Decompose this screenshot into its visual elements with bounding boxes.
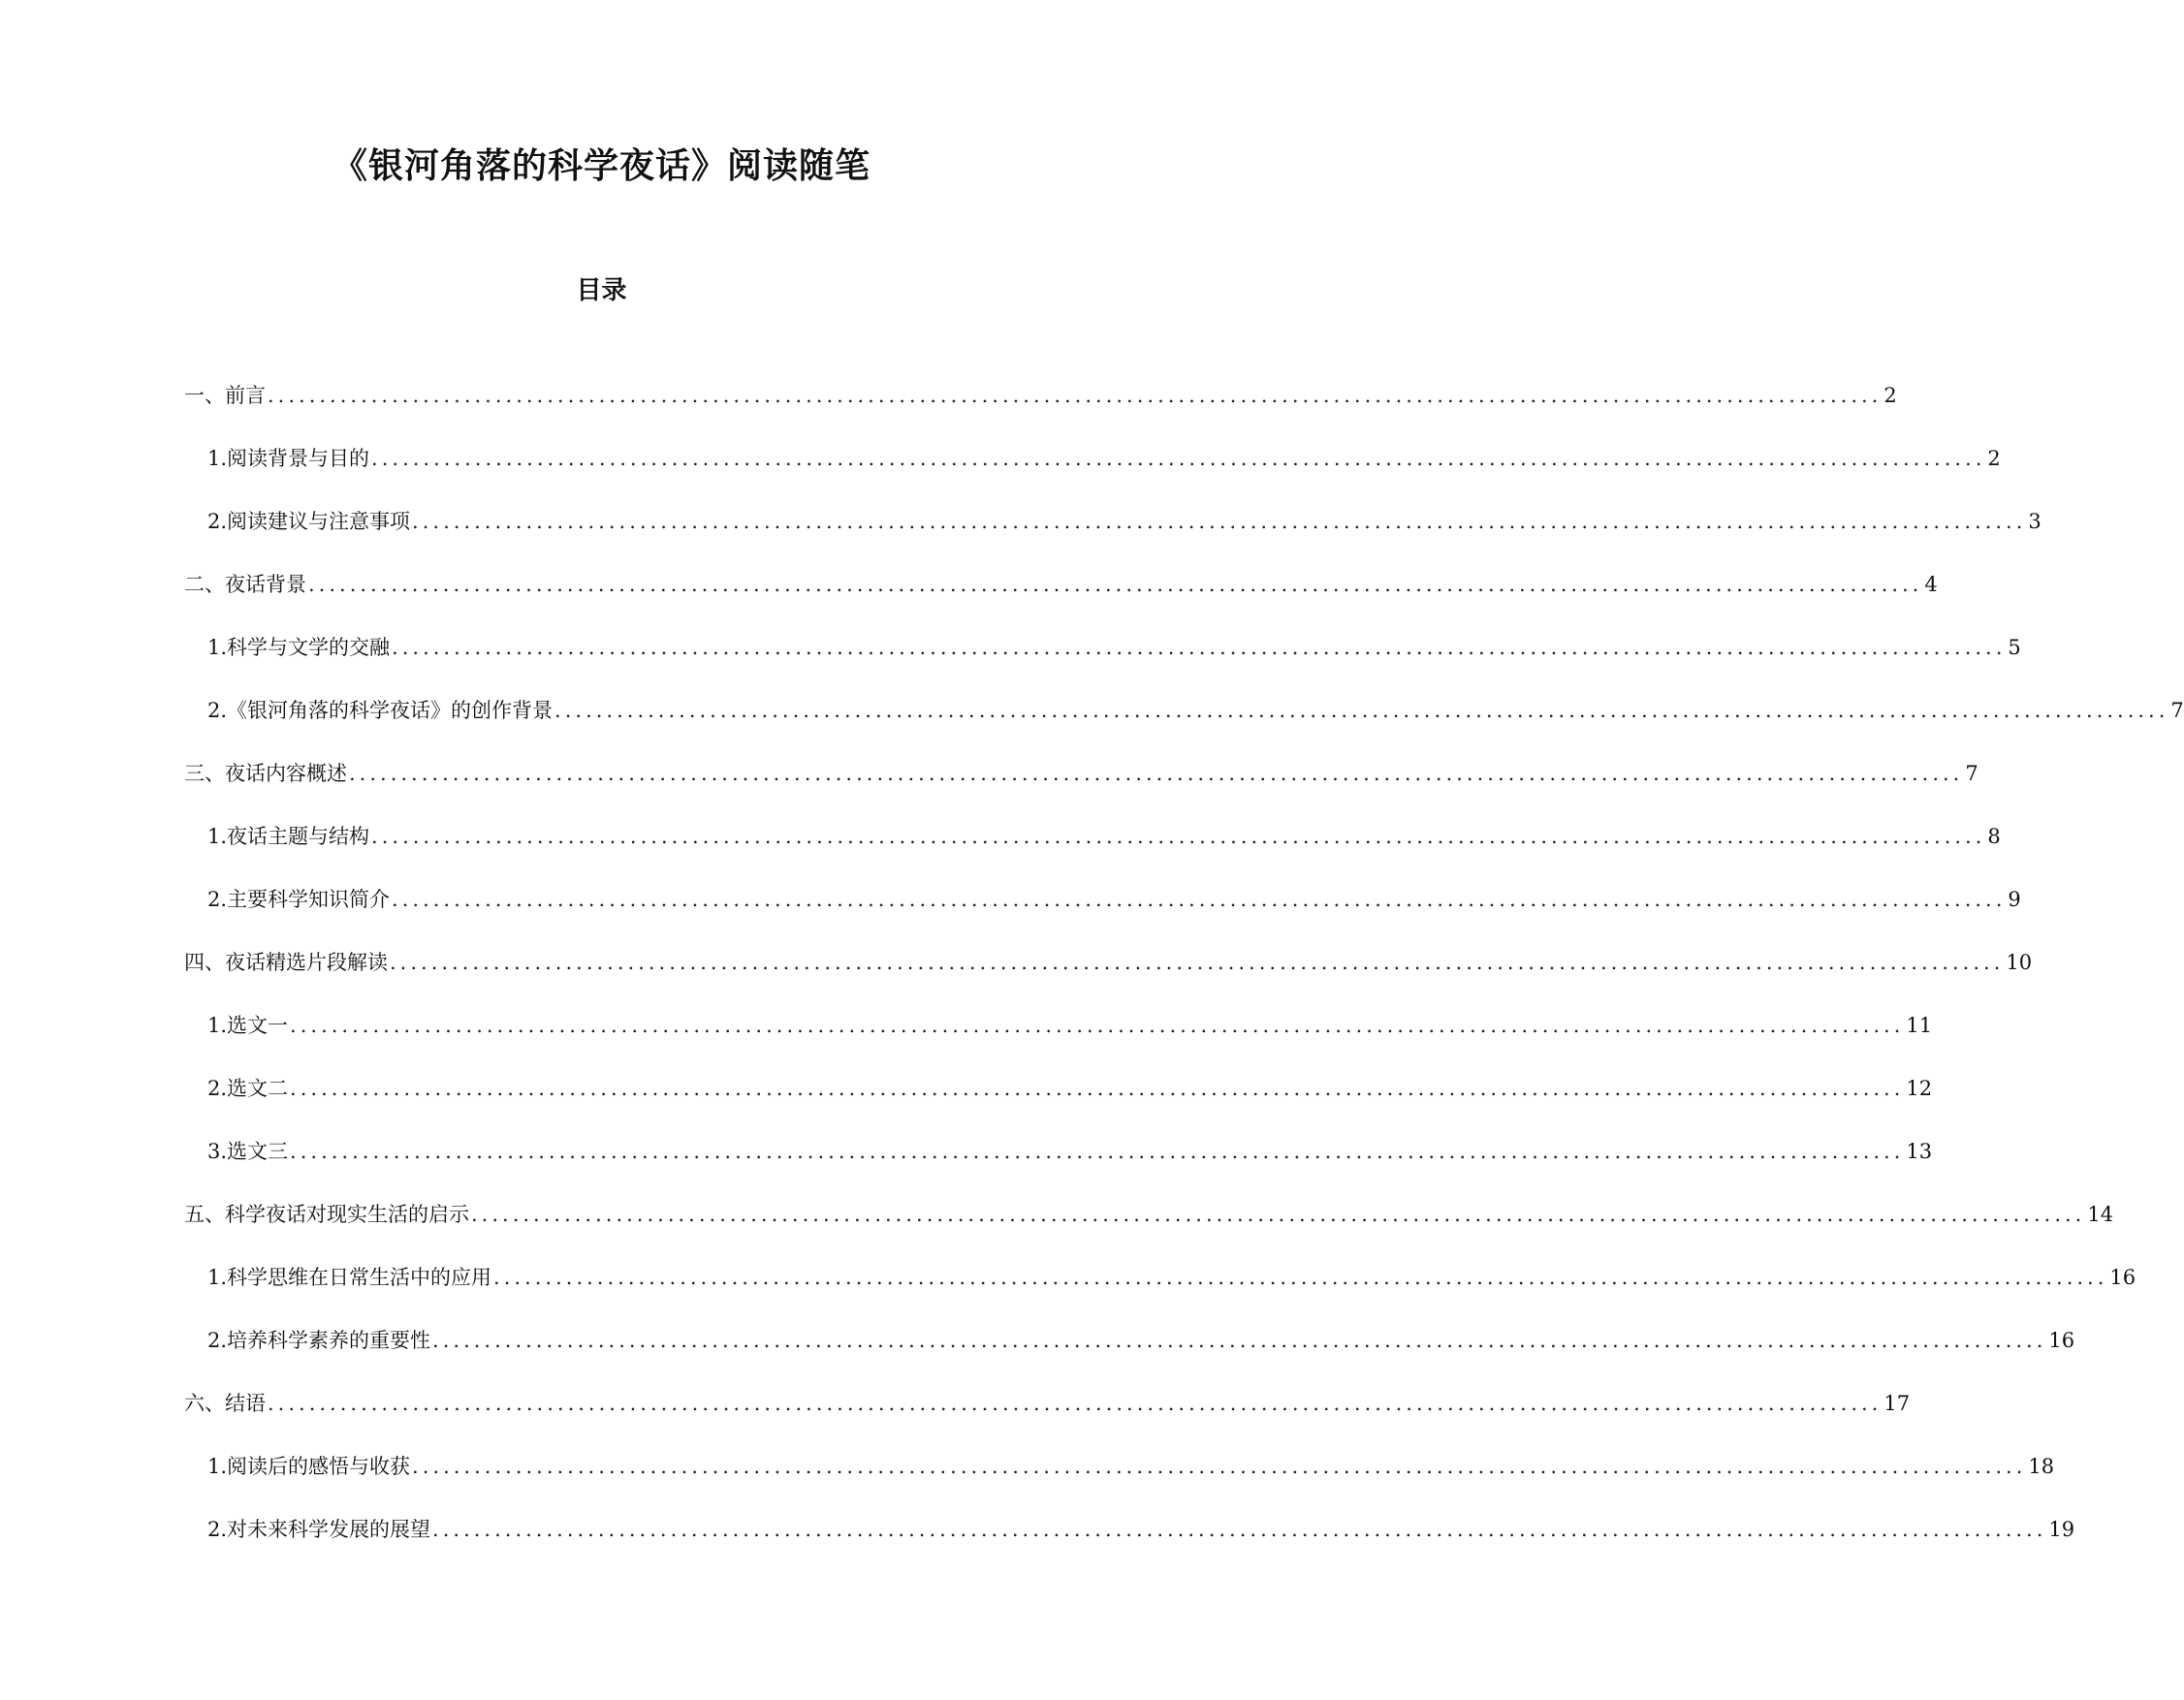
toc-page-number: 2 bbox=[1987, 447, 2001, 470]
toc-entry-label: 夜话主题与结构 bbox=[227, 825, 370, 848]
toc-entry[interactable] bbox=[207, 884, 2021, 915]
toc-page-number: 3 bbox=[2028, 510, 2042, 533]
toc-entry-label: 主要科学知识简介 bbox=[227, 888, 391, 911]
toc-entry[interactable] bbox=[184, 569, 1938, 600]
toc-entry-number: 1. bbox=[207, 636, 228, 659]
toc-entry-number: 2. bbox=[207, 888, 228, 911]
toc-leader: ............................................................................................................................................................ bbox=[349, 762, 1964, 785]
toc-leader: ............................................................................................................................................................ bbox=[290, 1140, 1905, 1163]
toc-entry-label: 二、夜话背景 bbox=[184, 573, 306, 596]
toc-entry-label: 六、结语 bbox=[184, 1392, 266, 1415]
toc-entry[interactable] bbox=[207, 1514, 2075, 1545]
toc-entry-number: 2. bbox=[207, 699, 228, 722]
toc-page-number: 9 bbox=[2008, 888, 2021, 911]
toc-entry-number: 1. bbox=[207, 1266, 228, 1289]
toc-entry[interactable] bbox=[207, 1073, 1933, 1104]
toc-page-number: 11 bbox=[1906, 1014, 1933, 1037]
toc-leader: ............................................................................................................................................................ bbox=[308, 573, 1923, 596]
toc-leader: ............................................................................................................................................................ bbox=[412, 510, 2027, 533]
toc-entry-number: 2. bbox=[207, 1077, 228, 1100]
toc-leader: ............................................................................................................................................................ bbox=[493, 1266, 2108, 1289]
toc-leader: ............................................................................................................................................................ bbox=[290, 1077, 1905, 1100]
toc-entry[interactable] bbox=[207, 1136, 1933, 1167]
toc-leader: ............................................................................................................................................................ bbox=[390, 951, 2005, 974]
toc-leader: ............................................................................................................................................................ bbox=[471, 1203, 2086, 1226]
toc-entry-number: 1. bbox=[207, 825, 228, 848]
toc-entry[interactable] bbox=[184, 380, 1897, 411]
toc-page-number: 12 bbox=[1906, 1077, 1933, 1100]
toc-page-number: 16 bbox=[2048, 1329, 2075, 1352]
toc-page-number: 4 bbox=[1924, 573, 1938, 596]
toc-entry-number: 3. bbox=[207, 1140, 228, 1163]
toc-entry-label: 《银河角落的科学夜话》的创作背景 bbox=[227, 699, 554, 722]
toc-entry-number: 2. bbox=[207, 1329, 228, 1352]
toc-leader: ............................................................................................................................................................ bbox=[554, 699, 2169, 722]
toc-page-number: 7 bbox=[2170, 699, 2184, 722]
toc-entry-label: 选文一 bbox=[227, 1014, 289, 1037]
toc-entry-label: 阅读背景与目的 bbox=[227, 447, 370, 470]
toc-leader: ............................................................................................................................................................ bbox=[371, 447, 1986, 470]
toc-page-number: 5 bbox=[2008, 636, 2021, 659]
toc-entry-label: 五、科学夜话对现实生活的启示 bbox=[184, 1203, 469, 1226]
toc-entry-number: 1. bbox=[207, 1455, 228, 1478]
toc-page-number: 19 bbox=[2048, 1518, 2075, 1541]
toc-leader: ............................................................................................................................................................ bbox=[392, 636, 2007, 659]
toc-entry-number: 2. bbox=[207, 1518, 228, 1541]
toc-entry-label: 选文三 bbox=[227, 1140, 289, 1163]
toc-entry[interactable] bbox=[184, 1388, 1911, 1419]
toc-entry[interactable] bbox=[207, 1262, 2137, 1293]
toc-page-number: 7 bbox=[1965, 762, 1978, 785]
toc-leader: ............................................................................................................................................................ bbox=[268, 1392, 1883, 1415]
toc-entry-label: 科学与文学的交融 bbox=[227, 636, 391, 659]
toc-leader: ............................................................................................................................................................ bbox=[392, 888, 2007, 911]
toc-page-number: 14 bbox=[2087, 1203, 2114, 1226]
toc-entry[interactable] bbox=[207, 1451, 2055, 1482]
toc-page-number: 10 bbox=[2006, 951, 2033, 974]
toc-page-number: 8 bbox=[1987, 825, 2001, 848]
toc-heading: 目录 bbox=[576, 276, 627, 305]
toc-entry-label: 阅读后的感悟与收获 bbox=[227, 1455, 411, 1478]
toc-entry-number: 1. bbox=[207, 1014, 228, 1037]
toc-page-number: 18 bbox=[2028, 1455, 2055, 1478]
toc-entry-label: 选文二 bbox=[227, 1077, 289, 1100]
toc-entry[interactable] bbox=[184, 1199, 2114, 1230]
toc-entry[interactable] bbox=[207, 506, 2042, 537]
document-title: 《银河角落的科学夜话》阅读随笔 bbox=[332, 146, 870, 186]
toc-entry[interactable] bbox=[184, 947, 2033, 978]
toc-entry-label: 四、夜话精选片段解读 bbox=[184, 951, 388, 974]
toc-entry-label: 阅读建议与注意事项 bbox=[227, 510, 411, 533]
toc-leader: ............................................................................................................................................................ bbox=[290, 1014, 1905, 1037]
toc-entry[interactable] bbox=[207, 632, 2021, 663]
toc-entry[interactable] bbox=[207, 443, 2001, 474]
toc-entry[interactable] bbox=[207, 695, 2184, 726]
toc-page-number: 17 bbox=[1883, 1392, 1911, 1415]
toc-page-number: 16 bbox=[2109, 1266, 2137, 1289]
toc-entry-number: 1. bbox=[207, 447, 228, 470]
toc-entry-label: 三、夜话内容概述 bbox=[184, 762, 347, 785]
toc-leader: ............................................................................................................................................................ bbox=[371, 825, 1986, 848]
toc-entry[interactable] bbox=[207, 821, 2001, 852]
toc-entry-label: 对未来科学发展的展望 bbox=[227, 1518, 431, 1541]
toc-leader: ............................................................................................................................................................ bbox=[412, 1455, 2027, 1478]
toc-entry-label: 一、前言 bbox=[184, 384, 266, 407]
toc-entry-number: 2. bbox=[207, 510, 228, 533]
toc-entry[interactable] bbox=[207, 1325, 2075, 1356]
toc-leader: ............................................................................................................................................................ bbox=[432, 1518, 2047, 1541]
toc-leader: ............................................................................................................................................................ bbox=[268, 384, 1883, 407]
toc-entry[interactable] bbox=[207, 1010, 1933, 1041]
toc-leader: ............................................................................................................................................................ bbox=[432, 1329, 2047, 1352]
toc-entry-label: 科学思维在日常生活中的应用 bbox=[227, 1266, 492, 1289]
toc-page-number: 13 bbox=[1906, 1140, 1933, 1163]
toc-entry[interactable] bbox=[184, 758, 1978, 789]
toc-entry-label: 培养科学素养的重要性 bbox=[227, 1329, 431, 1352]
toc-page-number: 2 bbox=[1883, 384, 1897, 407]
